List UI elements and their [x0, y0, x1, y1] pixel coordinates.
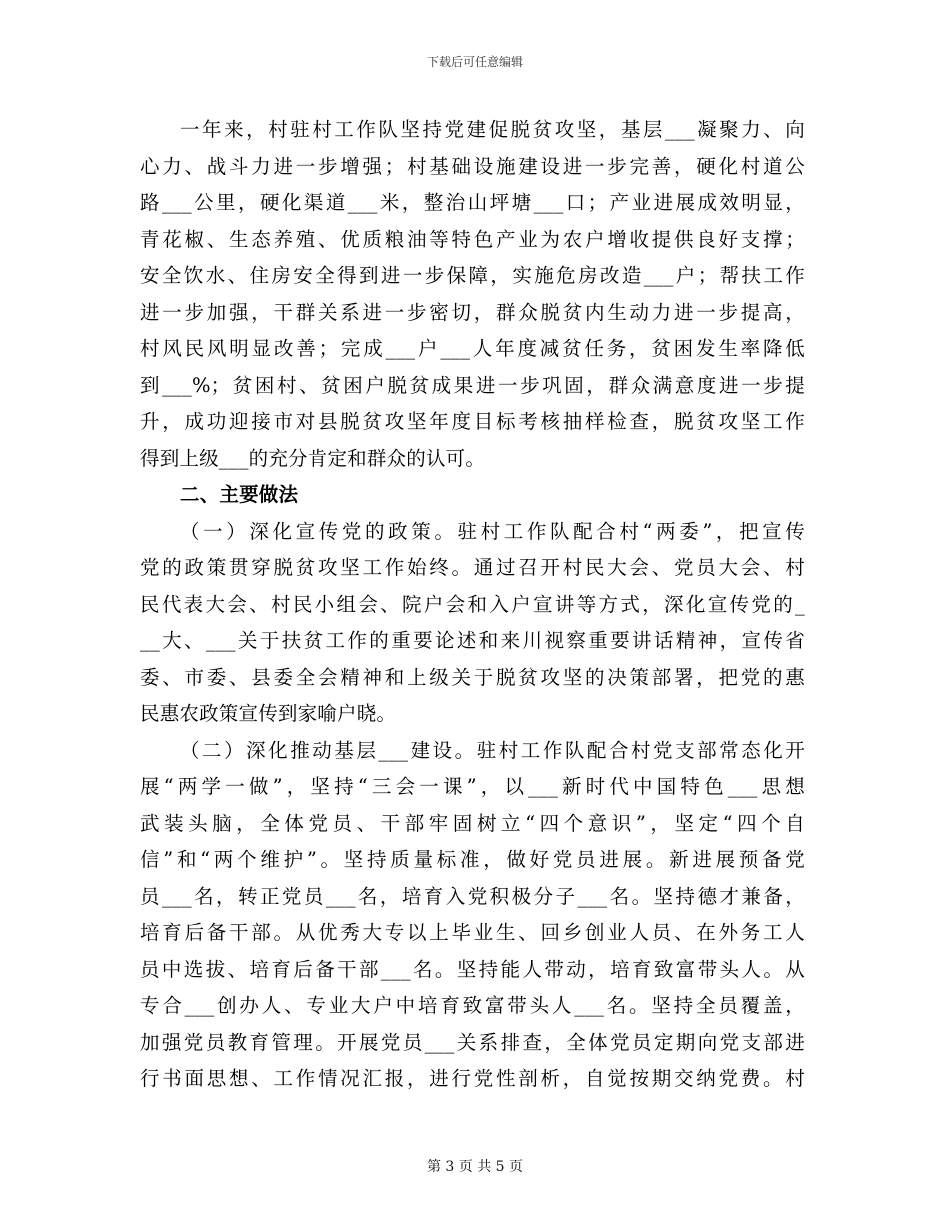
paragraph-propaganda: [140, 514, 805, 733]
paragraph-line: 信”和“两个维护”。坚持质量标准，做好党员进展。新进展预备党: [140, 848, 805, 871]
paragraph-line: 一年来，村驻村工作队坚持党建促脱贫攻坚，基层___凝聚力、向: [180, 118, 805, 141]
paragraph-line: __大、___关于扶贫工作的重要论述和来川视察重要讲话精神，宣传省: [140, 629, 805, 652]
paragraph-line: 行书面思想、工作情况汇报，进行党性剖析，自觉按期交纳党费。村: [140, 1067, 805, 1090]
paragraph-line: 青花椒、生态养殖、优质粮油等特色产业为农户增收提供良好支撑；: [140, 227, 805, 251]
paragraph-line: 培育后备干部。从优秀大专以上毕业生、回乡创业人员、在外务工人: [140, 921, 805, 944]
paragraph-line: 村风民风明显改善；完成___户___人年度减贫任务，贫困发生率降低: [140, 337, 805, 360]
paragraph-line: 进一步加强，干群关系进一步密切，群众脱贫内生动力进一步提高，: [140, 300, 805, 324]
paragraph-line: （一）深化宣传党的政策。驻村工作队配合村“两委”，把宣传: [180, 519, 805, 543]
paragraph-line: 加强党员教育管理。开展党员___关系排查，全体党员定期向党支部进: [140, 1030, 805, 1054]
header-note: 下载后可任意编辑: [426, 55, 523, 69]
section-heading: 二、主要做法: [180, 483, 299, 506]
paragraph-line: （二）深化推动基层___建设。驻村工作队配合村党支部常态化开: [180, 738, 805, 762]
paragraph-line: 员___名，转正党员___名，培育入党积极分子___名。坚持德才兼备，: [140, 884, 805, 908]
paragraph-line: 到___%；贫困村、贫困户脱贫成果进一步巩固，群众满意度进一步提: [140, 373, 805, 397]
paragraph-line: 心力、战斗力进一步增强；村基础设施建设进一步完善，硬化村道公: [140, 154, 805, 178]
paragraph-line: 路___公里，硬化渠道___米，整治山坪塘___口；产业进展成效明显，: [140, 191, 805, 214]
paragraph-line: 安全饮水、住房安全得到进一步保障，实施危房改造___户；帮扶工作: [140, 264, 805, 287]
page-number: 第 3 页 共 5 页: [426, 1159, 524, 1175]
paragraph-line: 员中选拔、培育后备干部___名。坚持能人带动，培育致富带头人。从: [140, 957, 805, 981]
paragraph-line: 委、市委、县委全会精神和上级关于脱贫攻坚的决策部署，把党的惠: [140, 665, 805, 689]
paragraph-line: 展“两学一做”，坚持“三会一课”，以___新时代中国特色___思想: [140, 775, 805, 798]
paragraph-line: 专合___创办人、专业大户中培育致富带头人___名。坚持全员覆盖，: [140, 994, 805, 1017]
paragraph-party-building: [140, 733, 805, 1098]
paragraph-line: 民代表大会、村民小组会、院户会和入户宣讲等方式，深化宣传党的_: [140, 592, 805, 616]
paragraph-summary: [140, 112, 805, 477]
paragraph-line: 升，成功迎接市对县脱贫攻坚年度目标考核抽样检查，脱贫攻坚工作: [140, 410, 805, 433]
document-body: [140, 112, 805, 1098]
paragraph-line: 党的政策贯穿脱贫攻坚工作始终。通过召开村民大会、党员大会、村: [140, 556, 805, 579]
paragraph-line: 武装头脑，全体党员、干部牢固树立“四个意识”，坚定“四个自: [140, 811, 805, 835]
paragraph-line: 民惠农政策宣传到家喻户晓。: [140, 702, 397, 725]
paragraph-line: 得到上级___的充分肯定和群众的认可。: [140, 446, 486, 470]
